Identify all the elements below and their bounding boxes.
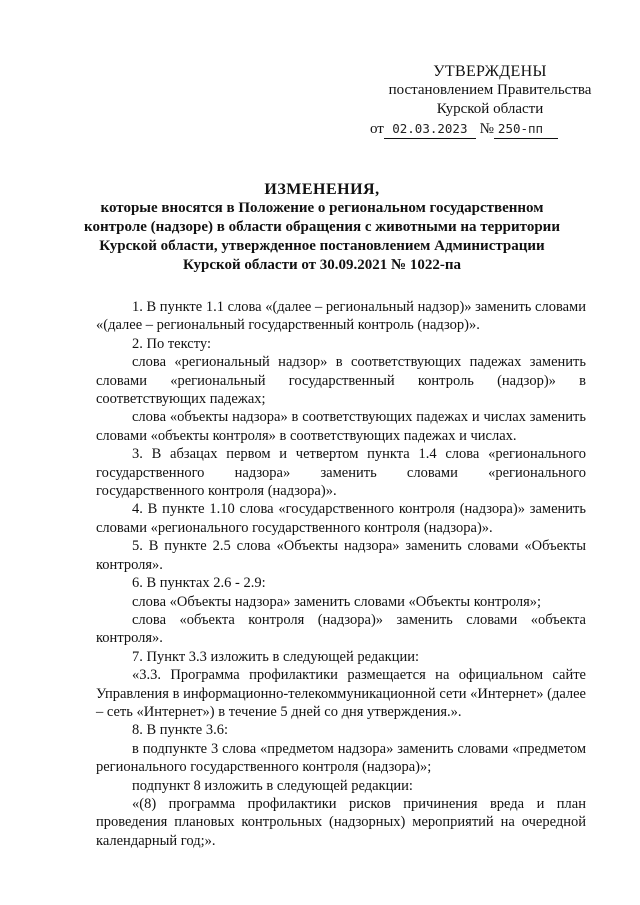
paragraph: 2. По тексту: [132, 335, 211, 352]
approval-line-2: Курской области [436, 101, 544, 117]
paragraph: 6. В пунктах 2.6 - 2.9: [132, 575, 266, 592]
paragraph: 7. Пункт 3.3 изложить в следующей редакции: [132, 648, 420, 665]
title-line-2: контроле (надзоре) в области обращения с животными на территории [84, 219, 560, 235]
title-line-3: Курской области, утвержденное постановлением Администрации [99, 238, 545, 254]
approval-block [360, 62, 620, 139]
title-line-4: Курской области от 30.09.2021 № 1022-па [183, 257, 461, 273]
approval-line-1: постановлением Правительства [388, 82, 592, 98]
paragraph: слова «объекта контроля (надзора)» заменить словами «объекта контроля». [96, 611, 586, 647]
paragraph: 1. В пункте 1.1 слова «(далее – региональный надзор)» заменить словами «(далее – региональный государственный контроль (надзор)». [96, 299, 586, 334]
paragraph: 5. В пункте 2.5 слова «Объекты надзора» заменить словами «Объекты контроля». [96, 538, 586, 573]
paragraph: подпункт 8 изложить в следующей редакции: [132, 777, 413, 794]
paragraph: слова «Объекты надзора» заменить словами «Объекты контроля»; [132, 593, 542, 610]
paragraph: 3. В абзацах первом и четвертом пункта 1.4 слова «регионального государственного надзора» заменить словами «регионального государственного контроля (надзора)». [96, 446, 586, 500]
document-body [96, 298, 586, 850]
title-main: ИЗМЕНЕНИЯ, [264, 181, 380, 198]
handwritten-date: 02.03.2023 [384, 119, 476, 139]
title-line-1: которые вносятся в Положение о региональном государственном [100, 200, 544, 216]
paragraph: слова «региональный надзор» в соответствующих падежах заменить словами «региональный государственный контроль (надзор)» в соответствующих падежах; [96, 354, 586, 408]
approval-date-line [360, 119, 620, 139]
handwritten-number: 250-пп [494, 119, 558, 139]
date-prefix: от [370, 121, 384, 137]
number-prefix: № [479, 121, 494, 137]
paragraph: 8. В пункте 3.6: [132, 722, 228, 739]
paragraph: слова «объекты надзора» в соответствующих падежах и числах заменить словами «объекты контроля» в соответствующих падежах и числах. [96, 409, 586, 444]
paragraph: «(8) программа профилактики рисков причинения вреда и план проведения плановых контрольных (надзорных) мероприятий на очередной календарный год;». [96, 795, 586, 849]
paragraph: «3.3. Программа профилактики размещается на официальном сайте Управления в информационно-телекоммуникационной сети «Интернет» (далее – сеть «Интернет») в течение 5 дней со дня утверждения.». [96, 667, 586, 720]
document-title [60, 180, 584, 275]
paragraph: в подпункте 3 слова «предметом надзора» заменить словами «предметом регионального государственного контроля (надзора)»; [96, 740, 586, 776]
paragraph: 4. В пункте 1.10 слова «государственного контроля (надзора)» заменить словами «регионального государственного контроля (надзора)». [96, 501, 586, 536]
approval-heading: УТВЕРЖДЕНЫ [433, 63, 547, 80]
